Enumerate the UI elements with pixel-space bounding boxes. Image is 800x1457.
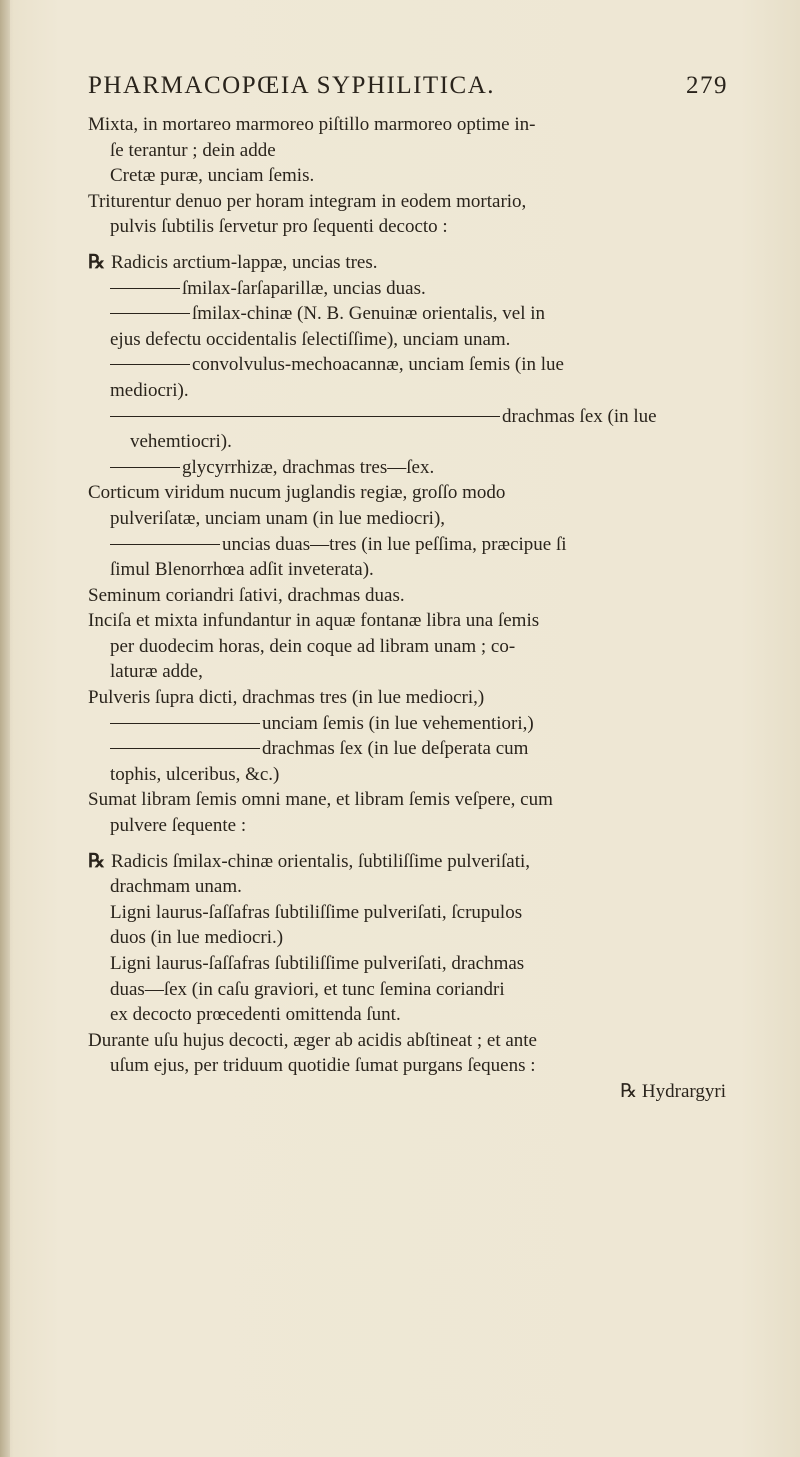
text-line: drachmam unam. (110, 876, 242, 898)
ditto-dash (110, 288, 180, 289)
ditto-line (88, 711, 728, 737)
text-line: unciam ſemis (in lue vehementiori,) (262, 712, 534, 734)
text-line: Sumat libram ſemis omni mane, et libram ſemis veſpere, cum (88, 789, 553, 811)
text-line: ſmilax-ſarſaparillæ, uncias duas. (182, 277, 426, 299)
ditto-dash (110, 416, 500, 417)
text-line: per duodecim horas, dein coque ad libram unam ; co- (110, 635, 516, 657)
text-line: Radicis arctium-lappæ, uncias tres. (111, 251, 378, 273)
text-line: convolvulus-mechoacannæ, unciam ſemis (in lue (192, 354, 564, 376)
ditto-dash (110, 748, 260, 749)
text-line: ſmilax-chinæ (N. B. Genuinæ orientalis, vel in (192, 303, 546, 325)
ditto-dash (110, 467, 180, 468)
text-line: Durante uſu hujus decocti, æger ab acidis abſtineat ; et ante (88, 1029, 537, 1051)
text-line: pulveriſatæ, unciam unam (in lue mediocri), (110, 507, 446, 529)
ditto-line (88, 455, 728, 481)
text-line: ejus defectu occidentalis ſelectiſſime), unciam unam. (110, 328, 511, 350)
text-line: Cretæ puræ, unciam ſemis. (110, 165, 315, 187)
ditto-line (88, 736, 728, 762)
text-line: tophis, ulceribus, &c.) (110, 763, 280, 785)
page-spine-shadow (0, 0, 10, 1457)
ditto-line (88, 352, 728, 378)
text-line: glycyrrhizæ, drachmas tres—ſex. (182, 456, 435, 478)
ditto-dash (110, 364, 190, 365)
page-body (88, 112, 728, 1105)
text-line: ex decocto prœcedenti omittenda ſunt. (110, 1004, 401, 1026)
text-line: Radicis ſmilax-chinæ orientalis, ſubtiliſſime pulveriſati, (111, 850, 531, 872)
text-line: Mixta, in mortareo marmoreo piſtillo marmoreo optime in- (88, 114, 536, 135)
text-line: Seminum coriandri ſativi, drachmas duas. (88, 584, 405, 606)
catchword: ℞ Hydrargyri (620, 1080, 726, 1102)
ditto-line (88, 404, 728, 430)
text-line: pulvis ſubtilis ſervetur pro ſequenti decocto : (110, 216, 448, 238)
prescription-line (88, 849, 728, 875)
text-line: Triturentur denuo per horam integram in eodem mortario, (88, 190, 527, 212)
ditto-dash (110, 544, 220, 545)
text-line: uncias duas—tres (in lue peſſima, præcipue ſi (222, 533, 567, 555)
running-header (88, 72, 728, 112)
text-line: Pulveris ſupra dicti, drachmas tres (in lue mediocri,) (88, 687, 485, 709)
text-line: ſimul Blenorrhœa adſit inveterata). (110, 559, 374, 581)
text-line: laturæ adde, (110, 661, 203, 683)
text-line: Inciſa et mixta infundantur in aquæ fontanæ libra una ſemis (88, 610, 540, 632)
text-line: drachmas ſex (in lue deſperata cum (262, 738, 529, 760)
text-line: Corticum viridum nucum juglandis regiæ, groſſo modo (88, 482, 506, 504)
text-line: uſum ejus, per triduum quotidie ſumat purgans ſequens : (110, 1055, 536, 1077)
page-number: 279 (686, 72, 728, 99)
text-line: Ligni laurus-ſaſſafras ſubtiliſſime pulveriſati, drachmas (110, 953, 525, 974)
ditto-line (88, 532, 728, 558)
text-line: mediocri). (110, 379, 189, 401)
recipe-symbol: ℞ (88, 850, 106, 872)
text-line: duas—ſex (in caſu graviori, et tunc ſemina coriandri (110, 978, 505, 1000)
ditto-line (88, 301, 728, 327)
text-line: pulvere ſequente : (110, 815, 247, 837)
text-line: duos (in lue mediocri.) (110, 927, 284, 949)
ditto-dash (110, 313, 190, 314)
text-line: drachmas ſex (in lue (502, 405, 657, 427)
ditto-line (88, 276, 728, 302)
ditto-dash (110, 723, 260, 724)
text-line: vehemtiocri). (130, 431, 232, 453)
recipe-symbol: ℞ (88, 251, 106, 273)
text-line: Ligni laurus-ſaſſafras ſubtiliſſime pulveriſati, ſcrupulos (110, 901, 523, 923)
text-line: ſe terantur ; dein adde (110, 139, 276, 161)
prescription-line (88, 250, 728, 276)
running-title: PHARMACOPŒIA SYPHILITICA. (88, 72, 495, 99)
